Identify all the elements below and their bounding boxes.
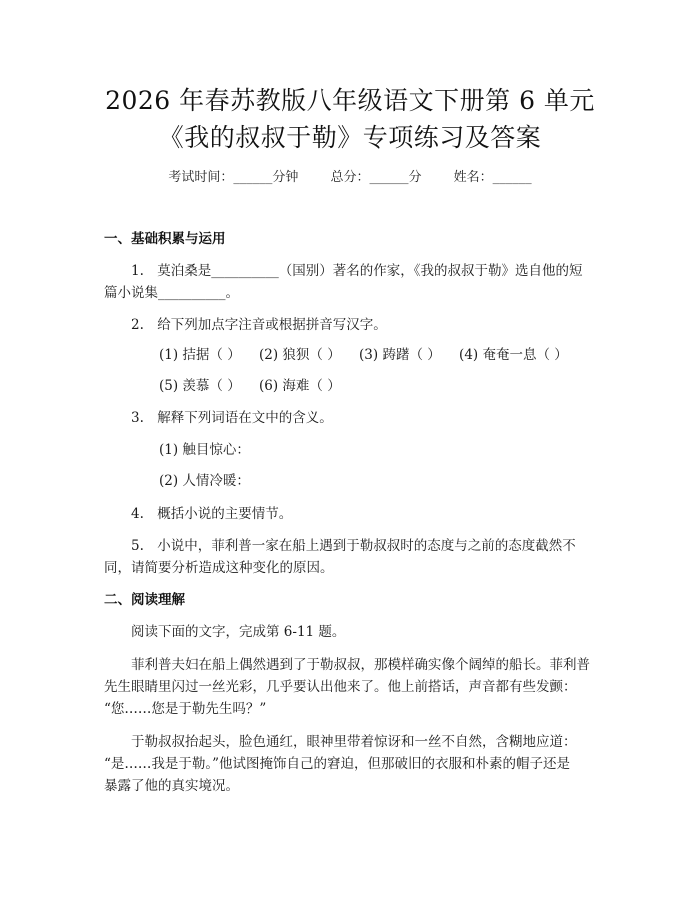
question-3-sub-2: (2) 人情冷暖： [159, 473, 250, 489]
question-5-number: 5. [131, 538, 144, 554]
exam-info [0, 169, 700, 187]
question-5-line-1 [131, 537, 576, 555]
passage-2-line-3: 暴露了他的真实境况。 [104, 778, 239, 794]
pinyin-item-1: (1) 拮据（ ） [159, 347, 241, 363]
title-line-2: 《我的叔叔于勒》专项练习及答案 [158, 123, 542, 152]
question-3-number: 3. [131, 410, 144, 426]
question-1-line-2: 篇小说集__________。 [104, 285, 239, 301]
question-4-number: 4. [131, 506, 144, 522]
section-1-title: 一、基础积累与运用 [104, 231, 226, 247]
question-1-line-1 [131, 262, 583, 280]
pinyin-item-4: (4) 奄奄一息（ ） [459, 347, 568, 363]
question-3-text: 解释下列词语在文中的含义。 [157, 410, 333, 426]
exam-time: 考试时间：______分钟 [168, 170, 299, 185]
question-1-number: 1. [131, 263, 144, 279]
pinyin-item-6: (6) 海难（ ） [259, 378, 341, 394]
exam-name: 姓名：______ [453, 170, 532, 185]
question-4 [131, 505, 292, 523]
question-5-line-2: 同，请简要分析造成这种变化的原因。 [104, 560, 334, 576]
pinyin-item-3: (3) 踌躇（ ） [359, 347, 441, 363]
question-5-text-1: 小说中，菲利普一家在船上遇到于勒叔叔时的态度与之前的态度截然不 [157, 538, 576, 554]
pinyin-item-5: (5) 羡慕（ ） [159, 378, 241, 394]
question-2-row-1 [159, 346, 582, 364]
passage-2-line-1: 于勒叔叔抬起头，脸色通红，眼神里带着惊讶和一丝不自然，含糊地应道： [131, 734, 577, 750]
pinyin-item-2: (2) 狼狈（ ） [259, 347, 341, 363]
exam-score: 总分：______分 [330, 170, 422, 185]
question-2 [131, 316, 387, 334]
question-2-row-2 [159, 377, 355, 395]
section-2-title: 二、阅读理解 [104, 592, 185, 608]
question-4-text: 概括小说的主要情节。 [157, 506, 293, 522]
question-3 [131, 409, 333, 427]
passage-2-line-2: “是……我是于勒。”他试图掩饰自己的窘迫，但那破旧的衣服和朴素的帽子还是 [104, 756, 571, 772]
question-3-sub-1: (1) 触目惊心： [159, 442, 250, 458]
passage-1-line-3: “您……您是于勒先生吗？” [104, 701, 267, 717]
question-2-text: 给下列加点字注音或根据拼音写汉字。 [157, 317, 387, 333]
passage-1-line-1: 菲利普夫妇在船上偶然遇到了于勒叔叔，那模样确实像个阔绰的船长。菲利普 [131, 657, 590, 673]
passage-1-line-2: 先生眼睛里闪过一丝光彩，几乎要认出他来了。他上前搭话，声音都有些发颤： [104, 679, 577, 695]
question-1-text-1: 莫泊桑是__________（国别）著名的作家，《我的叔叔于勒》选自他的短 [157, 263, 583, 279]
question-2-number: 2. [131, 317, 144, 333]
title-line-1: 2026 年春苏教版八年级语文下册第 6 单元 [105, 86, 595, 115]
reading-intro: 阅读下面的文字，完成第 6-11 题。 [131, 624, 346, 640]
